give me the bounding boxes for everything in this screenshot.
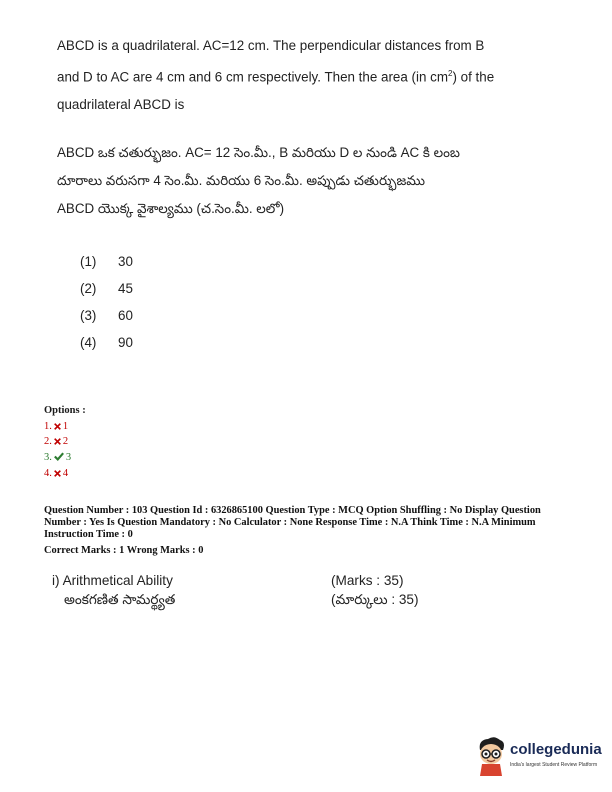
question-line: and D to AC are 4 cm and 6 cm respectively. Then the area (in $cm^2$) of the (57, 69, 495, 85)
options-heading: Options : (44, 405, 86, 416)
marks-info: Correct Marks : 1 Wrong Marks : 0 (44, 545, 204, 556)
question-line: ABCD is a quadrilateral. AC=12 cm. The perpendicular distances from B (57, 38, 485, 53)
option-item: 2. 2 (44, 436, 69, 447)
option-item: 4. 4 (44, 468, 69, 479)
section-marks-en: (Marks : 35) (331, 573, 404, 588)
section-title-en: i) Arithmetical Ability (52, 573, 173, 588)
question-meta: Question Number : 103 Question Id : 6326865100 Question Type : MCQ Option Shuffling : No Display Question Number : Yes Is Question Mandatory : No Calculator : None Response Time : N.A Think Time : N.A Minimum Instruction Time : 0 (44, 505, 541, 540)
choice-3: (3) 60 (80, 308, 133, 323)
question-telugu (57, 139, 557, 223)
section-marks-te: (మార్కులు : 35) (331, 592, 419, 607)
brand-name: collegedunia (510, 741, 602, 758)
question-line: quadrilateral ABCD is (57, 97, 185, 113)
question-line: ABCD యొక్క వైశాల్యము (చ.సెం.మీ. లలో) (57, 201, 285, 216)
cross-icon (54, 438, 61, 445)
cross-icon (54, 423, 61, 430)
question-line: ABCD ఒక చతుర్భుజం. AC= 12 సెం.మీ., B మరియు D ల నుండి AC కి లంబ (57, 145, 460, 160)
section-title-te: అంకగణిత సామర్థ్యత (64, 592, 176, 607)
choice-2: (2) 45 (80, 281, 133, 296)
question-english (57, 32, 557, 119)
student-mascot-icon (474, 736, 508, 776)
option-item: 3. 3 (44, 452, 72, 463)
choice-1: (1) 30 (80, 254, 133, 269)
brand-tagline: India's largest Student Review Platform (510, 762, 598, 768)
choice-4: (4) 90 (80, 335, 133, 350)
option-item: 1. 1 (44, 421, 69, 432)
cross-icon (54, 470, 61, 477)
question-line: దూరాలు వరుసగా 4 సెం.మీ. మరియు 6 సెం.మీ. అప్పుడు చతుర్భుజము (57, 173, 426, 188)
check-icon (54, 452, 64, 461)
